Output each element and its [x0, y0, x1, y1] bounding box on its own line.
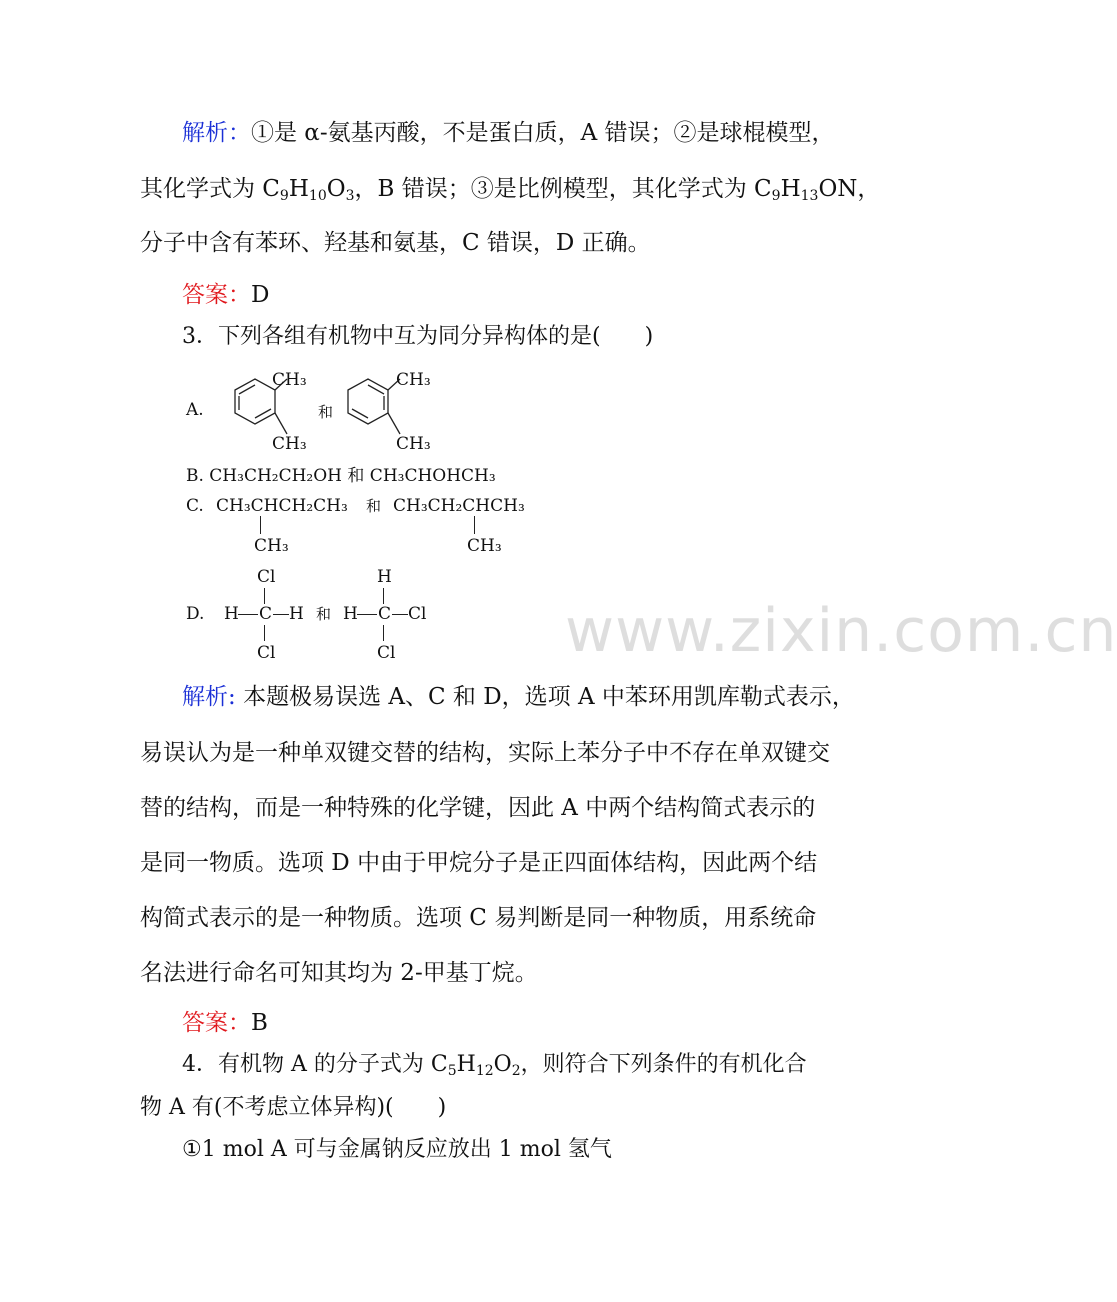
- and-label: 和: [366, 497, 382, 515]
- ch3-label: CH₃: [396, 370, 431, 390]
- ch3-label: CH₃: [272, 370, 307, 390]
- option-a-label: A.: [186, 400, 204, 420]
- question-4-stem: 4．有机物 A 的分子式为 $C_5H_{12}O_2$，则符合下列条件的有机化合: [182, 1052, 807, 1079]
- ch3-label: CH₃: [254, 536, 289, 556]
- option-d-label: D.: [186, 604, 205, 624]
- analysis-line-3: 分子中含有苯环、羟基和氨基，C 错误，D 正确。: [140, 230, 651, 256]
- bond-line: [357, 614, 377, 615]
- and-label: 和: [318, 403, 334, 421]
- question-4-condition-1: ①1 mol A 可与金属钠反应放出 1 mol 氢气: [182, 1137, 612, 1162]
- cl-atom: Cl: [408, 604, 427, 624]
- cl-atom: Cl: [377, 643, 396, 663]
- cl-atom: Cl: [257, 643, 276, 663]
- answer-value: D: [251, 282, 270, 308]
- bond-line: [273, 614, 289, 615]
- analysis-2-line-5: 构简式表示的是一种物质。选项 C 易判断是同一种物质，用系统命: [140, 905, 817, 931]
- analysis-2-line-4: 是同一物质。选项 D 中由于甲烷分子是正四面体结构，因此两个结: [140, 850, 818, 876]
- analysis-2-line-3: 替的结构，而是一种特殊的化学键，因此 A 中两个结构简式表示的: [140, 795, 816, 821]
- ch3-label: CH₃: [396, 434, 431, 454]
- benzene-structure-1: [205, 370, 325, 460]
- bond-line: [392, 614, 408, 615]
- bond-line: [474, 516, 475, 534]
- bond-line: [260, 516, 261, 534]
- answer-label: 答案：: [182, 1010, 251, 1036]
- answer-line-1: [182, 280, 269, 310]
- h-atom: H: [343, 604, 358, 624]
- watermark: www.zixin.com.cn: [565, 596, 1117, 666]
- ch3-label: CH₃: [467, 536, 502, 556]
- h-atom: H: [289, 604, 304, 624]
- bond-line: [383, 588, 384, 604]
- option-c-label: C.: [186, 496, 204, 516]
- cl-atom: Cl: [257, 567, 276, 587]
- option-c-right-formula: CH₃CH₂CHCH₃: [393, 496, 525, 516]
- question-4-line-2: 物 A 有(不考虑立体异构)( ): [140, 1095, 447, 1120]
- h-atom: H: [377, 567, 392, 587]
- question-3-stem: 3．下列各组有机物中互为同分异构体的是( ): [182, 324, 654, 349]
- analysis-line-2: 其化学式为 $C_9H_{10}O_3$，B 错误；③是比例模型，其化学式为 $C_9H_{13}ON$，: [140, 176, 881, 204]
- bond-line: [383, 625, 384, 641]
- answer-line-2: [182, 1008, 268, 1038]
- analysis-2-line-6: 名法进行命名可知其均为 2-甲基丁烷。: [140, 960, 538, 986]
- answer-value: B: [251, 1010, 268, 1036]
- analysis-2-line-2: 易误认为是一种单双键交替的结构，实际上苯分子中不存在单双键交: [140, 740, 830, 766]
- c-atom: C: [378, 604, 392, 624]
- analysis-label: 解析:: [182, 684, 236, 710]
- answer-label: 答案：: [182, 282, 251, 308]
- h-atom: H: [224, 604, 239, 624]
- bond-line: [264, 588, 265, 604]
- analysis-line-1: 解析：①是 α-氨基丙酸，不是蛋白质，A 错误；②是球棍模型，: [182, 120, 835, 146]
- and-label: 和: [316, 605, 332, 623]
- analysis-2-line-1: 解析: 本题极易误选 A、C 和 D，选项 A 中苯环用凯库勒式表示，: [182, 684, 855, 710]
- benzene-structure-2: [330, 370, 450, 460]
- c-atom: C: [259, 604, 273, 624]
- analysis-label: 解析：: [182, 120, 251, 146]
- bond-line: [264, 625, 265, 641]
- option-c-left-formula: CH₃CHCH₂CH₃: [216, 496, 348, 516]
- bond-line: [238, 614, 258, 615]
- ch3-label: CH₃: [272, 434, 307, 454]
- option-b: B. CH₃CH₂CH₂OH 和 CH₃CHOHCH₃: [186, 466, 496, 486]
